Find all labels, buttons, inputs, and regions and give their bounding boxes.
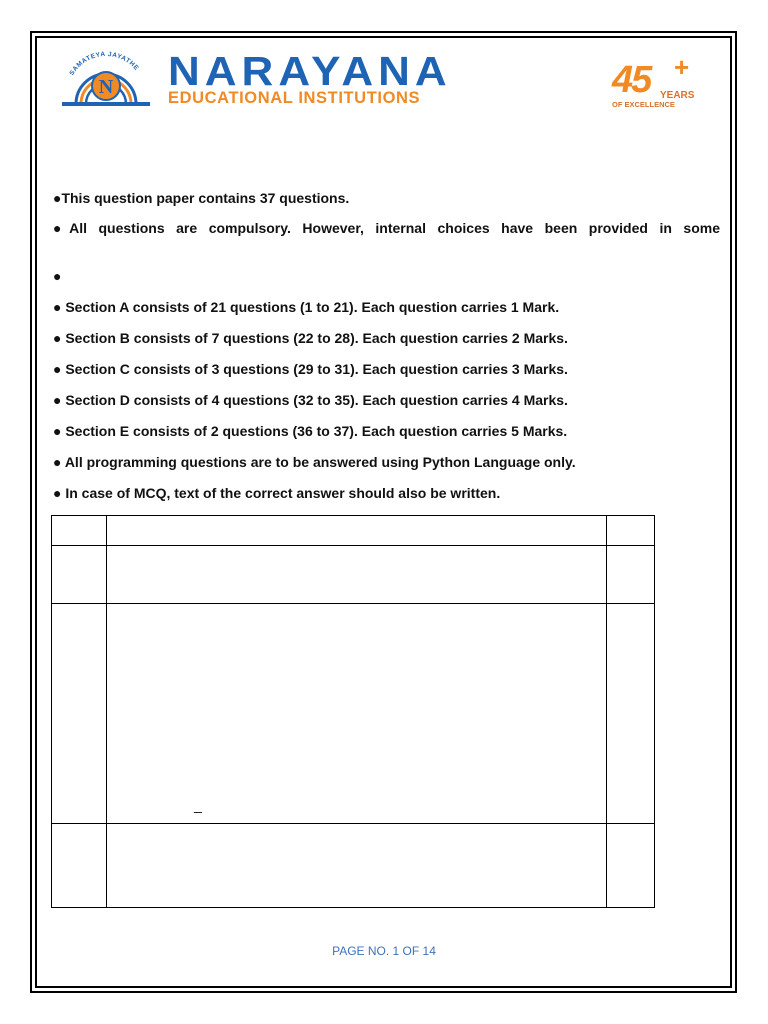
- table-cell: [606, 824, 654, 908]
- table-cell: [52, 604, 107, 824]
- table-cell: [52, 824, 107, 908]
- instruction-item: ● Section E consists of 2 questions (36 to 37). Each question carries 5 Marks.: [53, 423, 568, 439]
- table-row: [52, 604, 655, 824]
- table-cell: [52, 516, 107, 546]
- table-cell: [107, 824, 606, 908]
- table-header-row: [52, 516, 655, 546]
- table-cell: [606, 546, 654, 604]
- table-cell: [107, 516, 606, 546]
- badge-plus: +: [674, 54, 690, 82]
- table-row: [52, 824, 655, 908]
- narayana-emblem-logo: [56, 50, 156, 108]
- table-cell: [606, 516, 654, 546]
- table-cell: [52, 546, 107, 604]
- header: [56, 48, 716, 110]
- badge-number: 45: [612, 59, 651, 101]
- instruction-item: ● Section B consists of 7 questions (22 to 28). Each question carries 2 Marks.: [53, 330, 568, 346]
- instruction-item: ●All questions are compulsory. However, internal choices have been provided in some: [53, 220, 720, 236]
- table-cell: [107, 546, 606, 604]
- table-row: [52, 546, 655, 604]
- 45-years-excellence-badge: [608, 54, 708, 108]
- question-table: [51, 515, 655, 908]
- blank-dash: _: [194, 797, 202, 813]
- instruction-item: ●: [53, 268, 62, 284]
- table-cell: [107, 604, 606, 824]
- instruction-item: ● In case of MCQ, text of the correct answer should also be written.: [53, 485, 501, 501]
- instruction-item: ● Section D consists of 4 questions (32 to 35). Each question carries 4 Marks.: [53, 392, 568, 408]
- badge-years: YEARS: [660, 90, 695, 101]
- page-number: PAGE NO. 1 OF 14: [332, 944, 436, 958]
- instruction-item: ● Section A consists of 21 questions (1 to 21). Each question carries 1 Mark.: [53, 299, 560, 315]
- emblem-letter: N: [98, 76, 114, 98]
- instruction-item: ● Section C consists of 3 questions (29 to 31). Each question carries 3 Marks.: [53, 361, 568, 377]
- instruction-item: ●This question paper contains 37 questions.: [53, 190, 350, 206]
- instruction-item: ● All programming questions are to be answered using Python Language only.: [53, 454, 576, 470]
- brand-name: NARAYANA: [168, 49, 452, 95]
- emblem-motto: SAMATEYA JAYATHE: [68, 50, 140, 77]
- brand-subtitle: EDUCATIONAL INSTITUTIONS: [168, 89, 421, 107]
- table-cell: [606, 604, 654, 824]
- badge-tagline: OF EXCELLENCE: [612, 100, 675, 108]
